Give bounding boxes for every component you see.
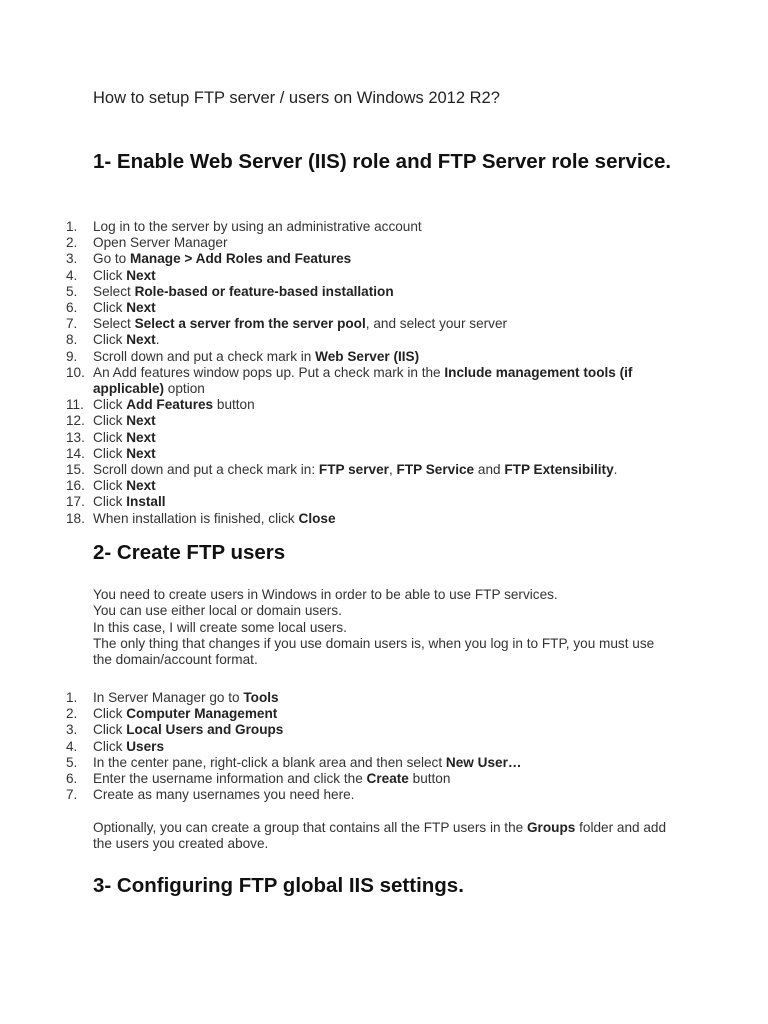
list-item-number: 1. xyxy=(66,219,78,234)
bold-text: FTP Extensibility xyxy=(504,462,614,478)
bold-text: Role-based or feature-based installation xyxy=(134,283,394,299)
text-run: , and select your server xyxy=(365,316,508,332)
list-item xyxy=(0,316,683,332)
list-item-number: 12. xyxy=(66,413,85,429)
bold-text: Next xyxy=(126,429,156,445)
text-run: Click xyxy=(93,494,127,510)
bold-text: FTP Service xyxy=(396,462,475,478)
text-run: Click xyxy=(93,300,127,316)
text-run: Click xyxy=(93,445,127,461)
list-item xyxy=(0,739,683,755)
list-item-number: 8. xyxy=(66,332,78,348)
list-item-number: 14. xyxy=(66,445,85,461)
list-item xyxy=(0,511,683,527)
text-run: Go to xyxy=(93,251,131,267)
text-run: Create as many usernames you need here. xyxy=(93,787,355,803)
list-item-number: 3. xyxy=(66,251,78,267)
list-item xyxy=(0,430,683,446)
text-run: Open Server Manager xyxy=(93,235,228,251)
list-item xyxy=(0,706,683,722)
list-item xyxy=(0,268,683,284)
list-item xyxy=(0,771,683,787)
list-item-number: 4. xyxy=(66,267,78,283)
bold-text: Next xyxy=(126,267,156,283)
list-item-number: 2. xyxy=(66,706,78,722)
text-run: Click xyxy=(93,722,127,738)
list-item xyxy=(0,413,683,429)
text-run: button xyxy=(213,397,255,413)
text-run: Scroll down and put a check mark in: xyxy=(93,462,319,478)
text-run: Optionally, you can create a group that contains all the FTP users in the xyxy=(93,820,527,835)
list-item xyxy=(0,722,683,738)
list-item-number: 5. xyxy=(66,754,78,770)
text-run: Select xyxy=(93,316,135,332)
text-run: When installation is finished, click xyxy=(93,510,299,526)
text-run: . xyxy=(155,332,160,348)
list-item xyxy=(0,787,683,803)
bold-text: Next xyxy=(126,300,156,316)
text-run: Click xyxy=(93,478,127,494)
text-run: Click xyxy=(93,332,127,348)
bold-text: Install xyxy=(126,494,166,510)
bold-text: Close xyxy=(298,510,336,526)
list-item-number: 6. xyxy=(66,300,78,316)
list-item-number: 6. xyxy=(66,771,78,787)
list-item-number: 9. xyxy=(66,348,78,364)
bold-text: Local Users and Groups xyxy=(126,722,284,738)
list-item xyxy=(0,446,683,462)
section-2-optional-paragraph xyxy=(93,820,673,853)
section-1-heading: 1- Enable Web Server (IIS) role and FTP Server role service. xyxy=(93,150,672,173)
bold-text: Computer Management xyxy=(126,706,278,722)
list-item-number: 16. xyxy=(66,478,85,494)
section-1-steps-list xyxy=(0,219,683,527)
list-item xyxy=(0,755,683,771)
text-run: Select xyxy=(93,283,135,299)
intro-line: The only thing that changes if you use domain users is, when you log in to FTP, you must use the domain/account format. xyxy=(93,635,655,668)
text-run: Click xyxy=(93,397,127,413)
list-item xyxy=(0,235,683,251)
list-item-number: 1. xyxy=(66,690,78,705)
list-item-number: 11. xyxy=(66,397,84,413)
bold-text: Groups xyxy=(526,820,576,835)
bold-text: Include management tools (if applicable) xyxy=(93,364,633,397)
list-item xyxy=(0,365,683,397)
section-3-heading: 3- Configuring FTP global IIS settings. xyxy=(93,874,464,897)
text-run: Log in to the server by using an administrative account xyxy=(93,219,422,234)
list-item xyxy=(0,332,683,348)
intro-line: You need to create users in Windows in order to be able to use FTP services. xyxy=(93,587,558,602)
list-item-number: 3. xyxy=(66,722,78,738)
text-run: Click xyxy=(93,706,127,722)
bold-text: Create xyxy=(366,771,409,787)
text-run: An Add features window pops up. Put a check mark in the xyxy=(93,364,445,380)
text-run: In the center pane, right-click a blank area and then select xyxy=(93,754,446,770)
intro-line: You can use either local or domain users. xyxy=(93,603,342,619)
list-item xyxy=(0,219,683,235)
text-run: and xyxy=(474,462,505,478)
list-item-number: 15. xyxy=(66,462,85,478)
text-run: Scroll down and put a check mark in xyxy=(93,348,316,364)
list-item xyxy=(0,494,683,510)
text-run: Click xyxy=(93,267,127,283)
bold-text: Users xyxy=(126,738,165,754)
list-item xyxy=(0,349,683,365)
bold-text: Next xyxy=(126,332,156,348)
bold-text: Select a server from the server pool xyxy=(134,316,366,332)
section-2-heading: 2- Create FTP users xyxy=(93,541,286,564)
section-2-intro-paragraph xyxy=(93,587,673,668)
text-run: option xyxy=(164,381,205,397)
text-run: . xyxy=(613,462,618,478)
list-item xyxy=(0,300,683,316)
list-item-number: 17. xyxy=(66,494,85,510)
list-item-number: 10. xyxy=(66,364,85,380)
text-run: Click xyxy=(93,738,127,754)
text-run: Click xyxy=(93,413,127,429)
text-run: Click xyxy=(93,429,127,445)
bold-text: Next xyxy=(126,445,156,461)
document-title: How to setup FTP server / users on Windows 2012 R2? xyxy=(93,89,500,107)
list-item-number: 7. xyxy=(66,787,78,803)
text-run: In Server Manager go to xyxy=(93,690,244,705)
list-item-number: 13. xyxy=(66,429,85,445)
list-item xyxy=(0,251,683,267)
list-item-number: 5. xyxy=(66,283,78,299)
text-run: Enter the username information and click the xyxy=(93,771,367,787)
list-item xyxy=(0,397,683,413)
list-item xyxy=(0,690,683,706)
bold-text: FTP server xyxy=(318,462,389,478)
list-item-number: 18. xyxy=(66,510,85,526)
bold-text: Manage > Add Roles and Features xyxy=(130,251,352,267)
intro-line: In this case, I will create some local users. xyxy=(93,619,347,635)
text-run: folder and add the users you created above. xyxy=(93,820,667,852)
text-run: , xyxy=(388,462,397,478)
bold-text: Web Server (IIS) xyxy=(315,348,420,364)
list-item-number: 7. xyxy=(66,316,78,332)
list-item-number: 2. xyxy=(66,235,78,251)
list-item xyxy=(0,284,683,300)
list-item xyxy=(0,462,683,478)
section-2-steps-list xyxy=(0,690,683,803)
bold-text: Next xyxy=(126,413,156,429)
text-run: button xyxy=(408,771,451,787)
bold-text: Add Features xyxy=(126,397,214,413)
list-item-number: 4. xyxy=(66,738,78,754)
bold-text: Tools xyxy=(243,690,279,705)
bold-text: New User… xyxy=(445,754,522,770)
list-item xyxy=(0,478,683,494)
bold-text: Next xyxy=(126,478,156,494)
